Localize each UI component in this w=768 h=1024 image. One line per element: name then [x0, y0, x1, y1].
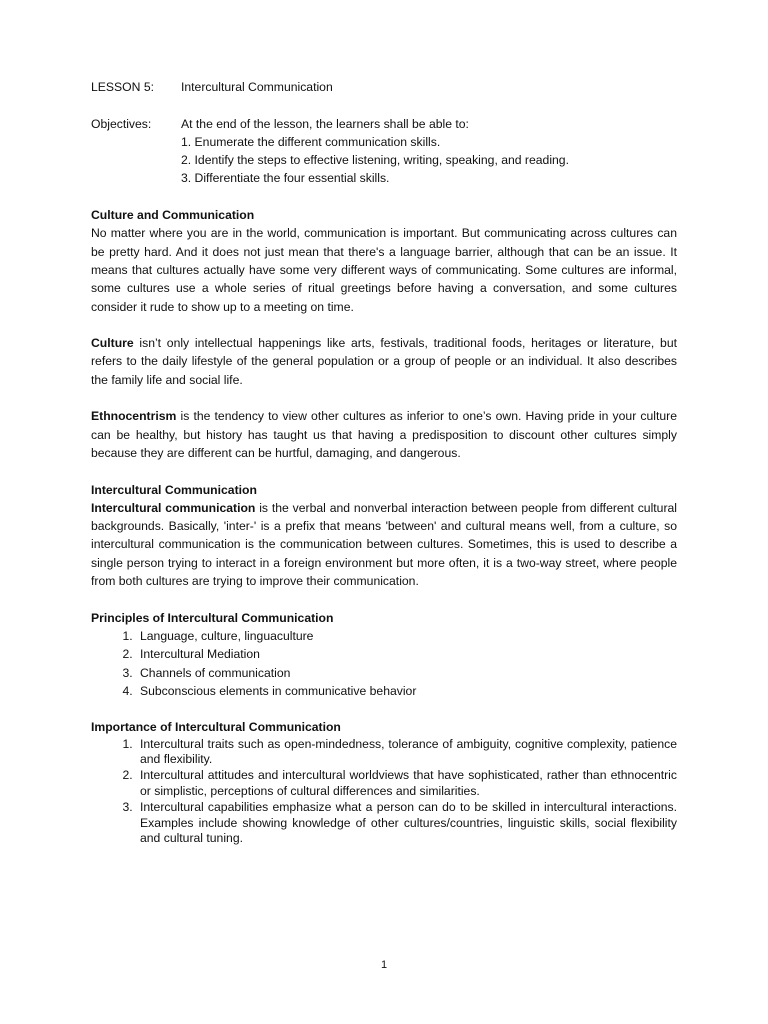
page-content: [91, 78, 677, 847]
objective-item: 3. Differentiate the four essential skills.: [181, 171, 390, 186]
term-intercultural-communication: Intercultural communication: [91, 500, 256, 515]
ethnocentrism-text: is the tendency to view other cultures as inferior to one’s own. Having pride in your culture can be healthy, but history has taught us that having a predisposition to discount other cultures simply because they are different can be hurtful, damaging, and dangerous.: [91, 409, 677, 460]
objective-item: 1. Enumerate the different communication skills.: [181, 134, 441, 149]
paragraph-culture-definition: [91, 334, 677, 389]
section-heading-culture-communication: Culture and Communication: [91, 208, 255, 223]
objectives-intro: At the end of the lesson, the learners shall be able to:: [181, 116, 469, 131]
list-item: 3. Intercultural capabilities emphasize what a person can do to be skilled in intercultural interactions. Examples include showing knowledge of other cultures/countries, linguistic skills, social flexibility and cultural tuning.: [136, 800, 677, 847]
principles-list: [91, 627, 677, 700]
importance-list: [91, 737, 677, 848]
objectives-label: Objectives:: [91, 116, 152, 131]
list-item: 3. Channels of communication: [136, 664, 677, 682]
paragraph-ethnocentrism: [91, 407, 677, 462]
paragraph-intercultural-communication: [91, 499, 677, 590]
objective-item: 2. Identify the steps to effective listening, writing, speaking, and reading.: [181, 153, 569, 168]
intercultural-text: is the verbal and nonverbal interaction between people from different cultural backgrounds. Basically, 'inter-' is a prefix that means 'between' and cultural means well, from a culture, so intercultural communication is the communication between cultures. Sometimes, this is used to describe a single person trying to interact in a foreign environment but more often, it is a two-way street, where people from both cultures are trying to improve their communication.: [91, 500, 677, 589]
section-heading-importance: Importance of Intercultural Communication: [91, 720, 341, 735]
lesson-label: LESSON 5:: [91, 80, 154, 94]
objectives-block: [91, 115, 677, 188]
lesson-header: [91, 78, 677, 96]
section-heading-intercultural-communication: Intercultural Communication: [91, 482, 257, 497]
objectives-list: [181, 115, 569, 188]
lesson-title: Intercultural Communication: [181, 80, 333, 94]
list-item: 2. Intercultural attitudes and intercultural worldviews that have sophisticated, rather than ethnocentric or simplistic, perceptions of cultural differences and similarities.: [136, 768, 677, 800]
list-item: 1. Language, culture, linguaculture: [136, 627, 677, 645]
paragraph-culture-communication: No matter where you are in the world, communication is important. But communicating across cultures can be pretty hard. And it does not just mean that there's a language barrier, although that can be an issue. It means that cultures actually have some very different ways of communicating. Some cultures are informal, some cultures use a whole series of ritual greetings before having a conversation, and some cultures consider it rude to show up to a meeting on time.: [91, 226, 677, 314]
list-item: 2. Intercultural Mediation: [136, 645, 677, 663]
list-item: 4. Subconscious elements in communicative behavior: [136, 682, 677, 700]
term-ethnocentrism: Ethnocentrism: [91, 409, 177, 424]
list-item: 1. Intercultural traits such as open-mindedness, tolerance of ambiguity, cognitive complexity, patience and flexibility.: [136, 737, 677, 769]
culture-definition-text: isn’t only intellectual happenings like arts, festivals, traditional foods, heritages or literature, but refers to the daily lifestyle of the general population or a group of people or an individual. It also describes the family life and social life.: [91, 336, 677, 387]
page-number: 1: [380, 959, 388, 971]
section-heading-principles: Principles of Intercultural Communication: [91, 610, 334, 625]
term-culture: Culture: [91, 336, 134, 351]
